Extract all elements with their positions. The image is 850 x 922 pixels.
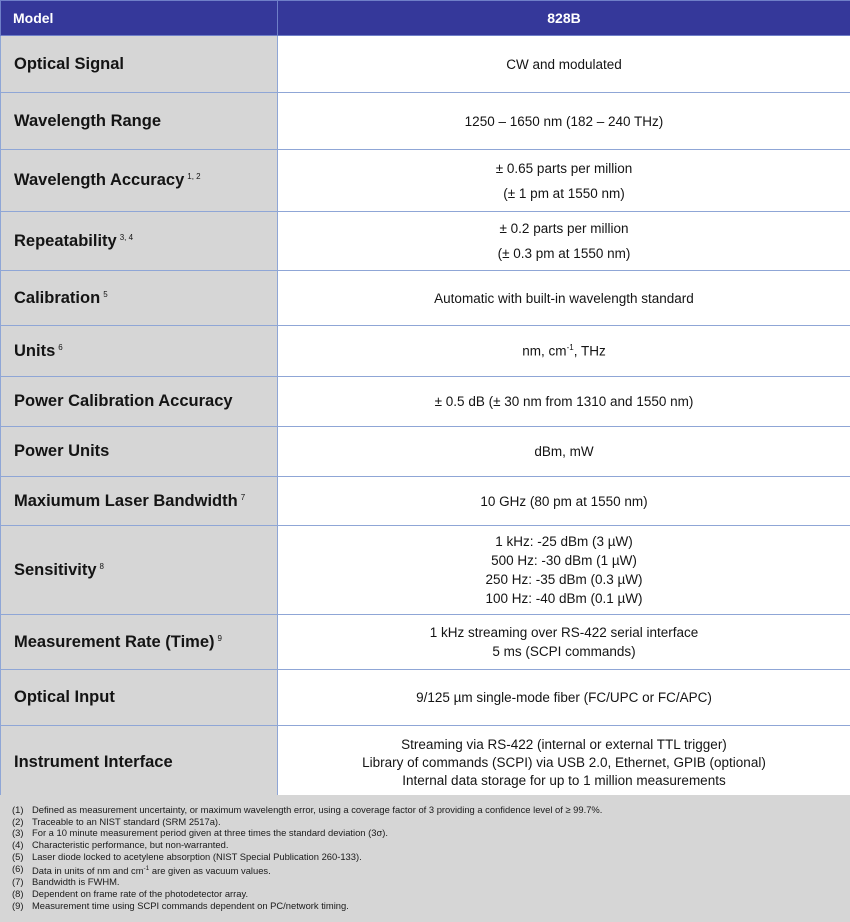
- footnote: (8) Dependent on frame rate of the photodetector array.: [12, 888, 249, 900]
- footnote: (3) For a 10 minute measurement period given at three times the standard deviation (3σ).: [12, 827, 388, 839]
- footnote-ref: 6: [58, 342, 63, 352]
- row-value: ± 0.5 dB (± 30 nm from 1310 and 1550 nm): [278, 377, 850, 427]
- row-value: 1 kHz: -25 dBm (3 µW) 500 Hz: -30 dBm (1 µW) 250 Hz: -35 dBm (0.3 µW) 100 Hz: -40 dBm (0.1 µW): [278, 526, 850, 615]
- row-value: CW and modulated: [278, 36, 850, 93]
- footnote: (6) Data in units of nm and $cm^{-1}$ are given as vacuum values.: [12, 862, 271, 876]
- table-row: [1, 326, 850, 377]
- row-value: dBm, mW: [278, 427, 850, 477]
- row-label: Maxiumum Laser Bandwidth $^7$: [1, 477, 278, 526]
- header-row: [1, 1, 850, 36]
- table-row: [1, 93, 850, 150]
- footnotes: [0, 795, 850, 922]
- row-label: Wavelength Accuracy $^{1, 2}$: [1, 150, 278, 212]
- table-row: [1, 271, 850, 326]
- table-row: [1, 36, 850, 93]
- row-label: Optical Input: [1, 670, 278, 726]
- footnote: (5) Laser diode locked to acetylene absorption (NIST Special Publication 260-133).: [12, 850, 362, 862]
- footnote: (4) Characteristic performance, but non-warranted.: [12, 839, 229, 851]
- footnote-ref: 7: [240, 492, 246, 502]
- table-row: [1, 726, 850, 800]
- row-label: Optical Signal: [1, 36, 278, 93]
- footnote: (9) Measurement time using SCPI commands dependent on PC/network timing.: [12, 899, 349, 911]
- row-value: ± 0.65 parts per million (± 1 pm at 1550 nm): [278, 150, 850, 212]
- row-label: Instrument Interface: [1, 726, 278, 800]
- row-value: nm, $cm^{-1}$, THz: [278, 326, 850, 377]
- row-value: ± 0.2 parts per million (± 0.3 pm at 1550 nm): [278, 212, 850, 271]
- row-value: 9/125 µm single-mode fiber (FC/UPC or FC/APC): [278, 670, 850, 726]
- footnote: (1) Defined as measurement uncertainty, or maximum wavelength error, using a coverage factor of 3 providing a confidence level of ≥ 99.7%.: [12, 804, 603, 815]
- table-row: [1, 377, 850, 427]
- row-value: 10 GHz (80 pm at 1550 nm): [278, 477, 850, 526]
- row-label: Measurement Rate (Time) $^9$: [1, 615, 278, 670]
- row-label: Power Calibration Accuracy: [1, 377, 278, 427]
- footnote-ref: 3, 4: [119, 232, 134, 242]
- row-value: Automatic with built-in wavelength standard: [278, 271, 850, 326]
- table-row: [1, 427, 850, 477]
- footnote: (2) Traceable to an NIST standard (SRM 2517a).: [12, 815, 221, 827]
- footnote-ref: 1, 2: [187, 172, 201, 181]
- footnote-ref: 5: [103, 289, 108, 299]
- row-label: Calibration $^5$: [1, 271, 278, 326]
- footnote-ref: 8: [99, 561, 104, 571]
- footnote: (7) Bandwidth is FWHM.: [12, 876, 120, 888]
- row-label: Units $^6$: [1, 326, 278, 377]
- table-row: [1, 212, 850, 271]
- table-row: [1, 526, 850, 615]
- table-row: [1, 615, 850, 670]
- header-model-number: 828B: [278, 1, 850, 36]
- row-value: Streaming via RS-422 (internal or external TTL trigger) Library of commands (SCPI) via USB 2.0, Ethernet, GPIB (optional) Internal data storage for up to 1 million measurements: [278, 726, 850, 800]
- table-row: [1, 150, 850, 212]
- row-label: Repeatability $^{3, 4}$: [1, 212, 278, 271]
- row-value: 1 kHz streaming over RS-422 serial interface 5 ms (SCPI commands): [278, 615, 850, 670]
- header-model: Model: [1, 1, 278, 36]
- footnote-ref: 9: [217, 633, 222, 643]
- row-label: Sensitivity $^8$: [1, 526, 278, 615]
- row-label: Power Units: [1, 427, 278, 477]
- row-value: 1250 – 1650 nm (182 – 240 THz): [278, 93, 850, 150]
- table-row: [1, 670, 850, 726]
- table-row: [1, 477, 850, 526]
- row-label: Wavelength Range: [1, 93, 278, 150]
